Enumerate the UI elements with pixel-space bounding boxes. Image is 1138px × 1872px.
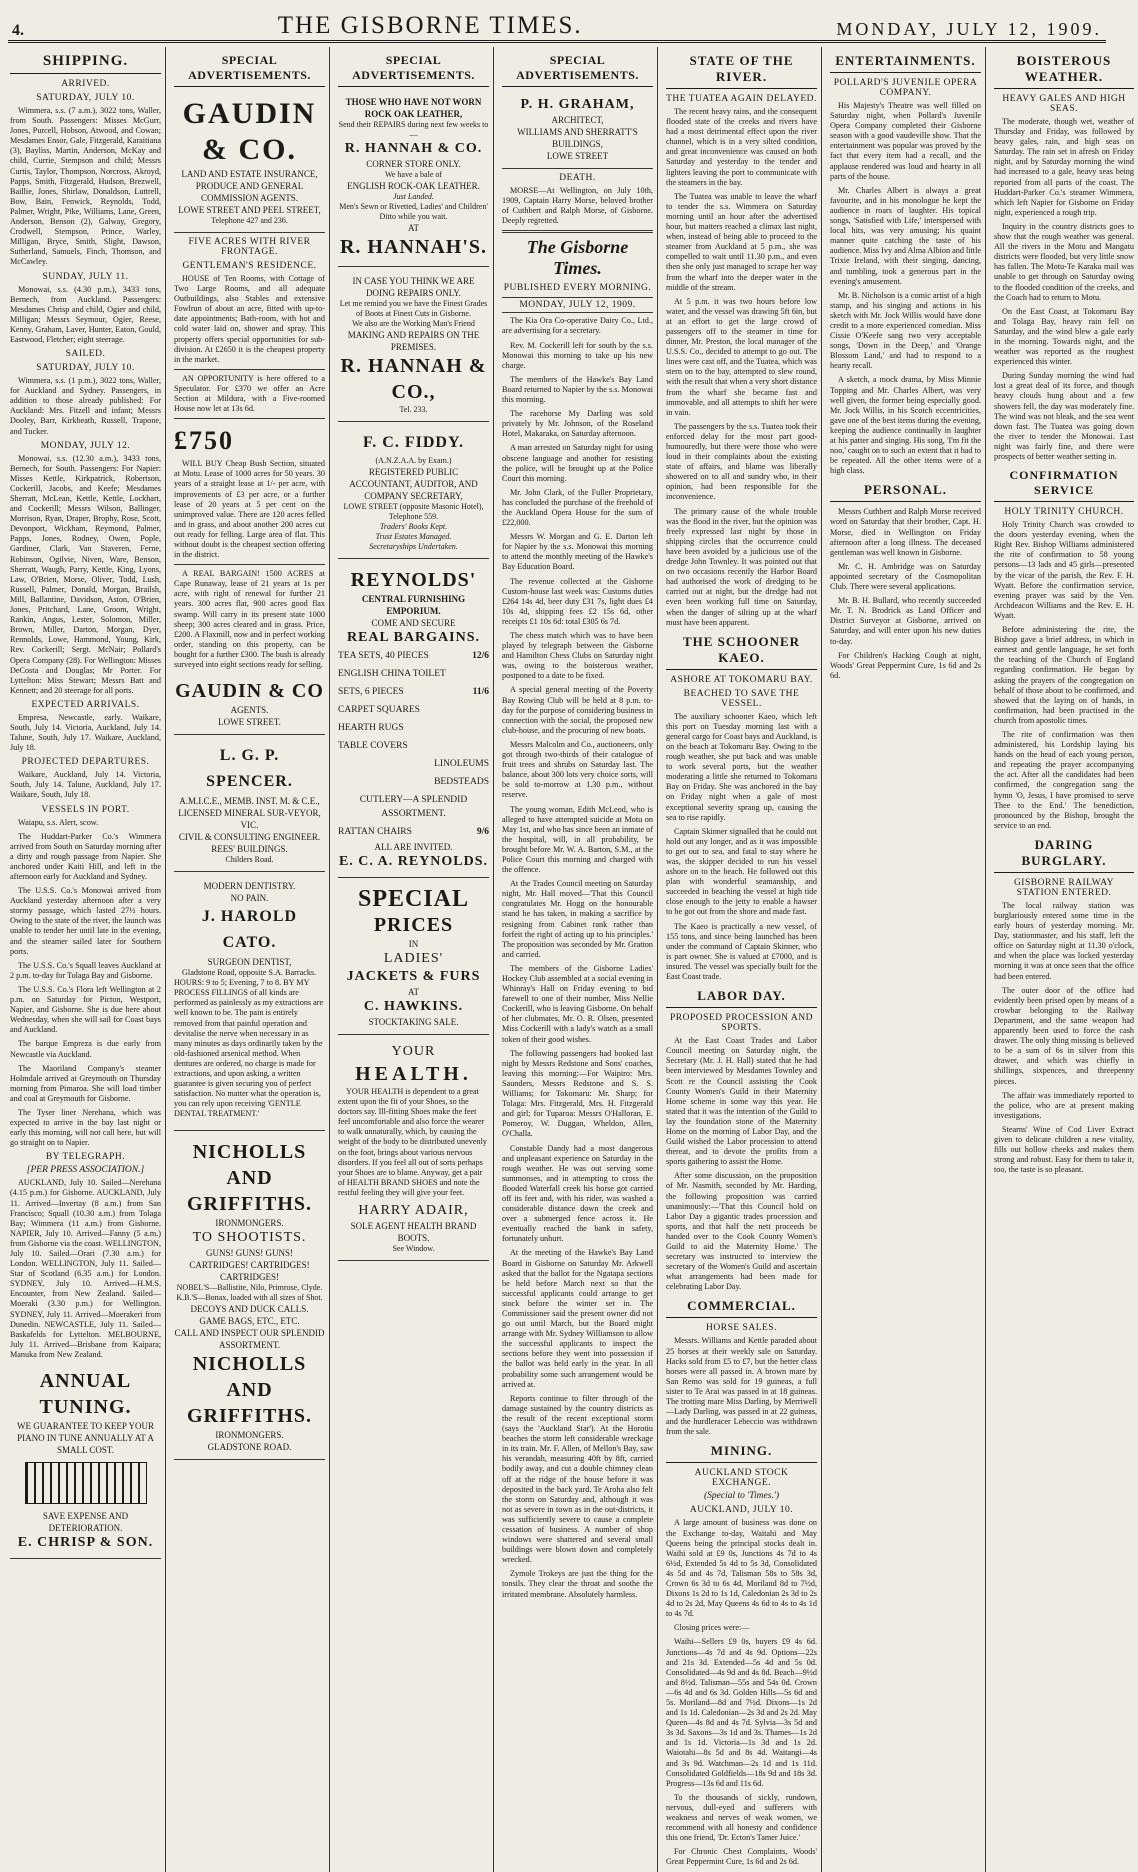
fiddy-anza: (A.N.Z.A.A. by Exam.) (375, 456, 452, 465)
annual-word: ANNUAL (39, 1370, 132, 1393)
column-hannah (336, 47, 494, 1872)
special-ads-heading: SPECIAL ADVERTISEMENTS. (502, 51, 653, 87)
station-subheading: GISBORNE RAILWAY STATION ENTERED. (1013, 877, 1115, 898)
gaudin-agents-title: GAUDIN & CO (175, 680, 324, 703)
news-paragraph: The members of the Gisborne Ladies' Hockey Club assembled at a social evening in Whinray's Hall on Friday evening to bid farewell to one of their number, Miss Nellie Cockerill, who is leaving Gisborne. On behalf of her clubmates, Mr. O. R. Olsen, presented Miss Cockerill with a lady's watch as a small token of their good wishes. (502, 963, 653, 1044)
hearth-row (338, 719, 489, 737)
price-750: £750 (174, 426, 234, 456)
beds-row (338, 773, 489, 791)
closing-prices-label: Closing prices were:— (674, 1623, 750, 1633)
nicholls-name-repeat: NICHOLLS AND GRIFFITHS. (186, 1352, 313, 1427)
spencer-ad (174, 739, 325, 872)
piano-tuning-ad (10, 1364, 161, 1559)
guns-label: GUNS! GUNS! GUNS! (205, 1247, 293, 1258)
nobel-text: NOBEL'S—Ballistite, Nilo, Primrose, Clyde. (176, 1282, 323, 1292)
vessels-paragraph: The U.S.S. Co.'s Flora left Wellington at 2 p.m. on Saturday for Picton, Westport, Napier, and Gisborne. She is due here about Wednesday, when she will sail for Coast bays and Auckland. (10, 984, 161, 1035)
cutlery-row (338, 791, 489, 823)
carpet-label: CARPET SQUARES (338, 705, 420, 715)
news-paragraph: The Kia Ora Co-operative Dairy Co., Ltd., are advertising for a secretary. (502, 316, 653, 336)
lowe-label: LOWE STREET (546, 151, 609, 161)
tuning-word: TUNING. (39, 1396, 132, 1419)
death-notice: MORSE—At Wellington, on July 10th, 1909, Captain Harry Morse, beloved brother of Cuthbert and Ralph Morse, of Gisborne. Deeply regretted. (502, 186, 653, 226)
personal-heading: PERSONAL. (830, 480, 981, 502)
tea-sets-label: TEA SETS, 40 PIECES (338, 651, 429, 661)
incase-heading: IN CASE YOU THINK WE ARE DOING REPAIRS ONLY. (352, 276, 475, 298)
ironmongers-label-repeat: IRONMONGERS. (215, 1429, 284, 1440)
page-number: 4. (12, 22, 24, 39)
gladstone-road-label: GLADSTONE ROAD. (207, 1441, 292, 1452)
river-paragraph: At 5 p.m. it was two hours before low water, and the vessel was drawing 5ft 6in, but at an effort to get the large crowd of passengers off to the steamer in time for dinner, Mr. Preston, the local manager of the U.S.S. Co., decided to attempt to go out. The lines were cast off, and the Tuatea, which was stern on to the bay, attempted to slew round, with the result that when a very short distance from the wharf she became fast and immovable, and all attempts to shift her were in vain. (666, 296, 817, 417)
river-heading: STATE OF THE RIVER. (666, 51, 817, 89)
cato-name: J. HAROLD CATO. (201, 908, 298, 952)
commercial-heading: COMMERCIAL. (666, 1296, 817, 1318)
special-word: SPECIAL (357, 886, 470, 912)
weather-paragraph: On the East Coast, at Tokomaru Bay and Tolaga Bay, heavy rain fell on Saturday, and the wind blew a gale early in the morning. Towards night, and the weather was reported as the roughest experienced this winter. (994, 306, 1134, 367)
column-gaudin (172, 47, 330, 1872)
sewn-text: Men's Sewn or Rivetted, Ladies' and Children' Ditto while you wait. (339, 202, 488, 221)
arrived-sunday-text: Monowai, s.s. (4.30 p.m.), 3433 tons, Bernech, from Auckland. Passengers: Mesdames Chrisp and child, Ogier and child, Milligan; Messrs Seymour, Ogier, Reese, Kenny, Graham, Laver, Hunter, Eaton, Gould, Eastwood, Fletcher; eight steerage. (10, 284, 161, 344)
schooner-paragraph: The Kaeo is practically a new vessel, of 155 tons, and since being launched has been under the command of Captain Skinner, who is part owner. She is valued at £7000, and is insured. The vessel was specially built for the East Coast trade. (666, 921, 817, 982)
projected-departures-heading: PROJECTED DEPARTURES. (21, 757, 150, 768)
just-landed: Just Landed. (393, 192, 434, 201)
fiddy-ad (338, 426, 489, 559)
inspect-label: CALL AND INSPECT OUR SPLENDID ASSORTMENT. (174, 1327, 325, 1350)
cartridges-label: CARTRIDGES! CARTRIDGES! CARTRIDGES! (189, 1259, 310, 1282)
burglary-heading: DARING BURGLARY. (994, 835, 1134, 873)
vessels-paragraph: The Maoriland Company's steamer Holmdale arrived at Greymouth on Thursday morning from Pimaroa. She will load timber and coal at Greymouth for Gisborne. (10, 1063, 161, 1103)
chrisp-name: E. CHRISP & SON. (17, 1535, 154, 1551)
news-paragraph: The following passengers had booked last night by Messrs Redstone and Sons' coaches, leaving this morning:—For Waipiro: Mrs. Saunders, Messrs Redstone and S. S. Williams; for Tokomaru: Mr. Sharp; for Tolaga: Mrs. Fitzgerald, Mrs. H. Fitzgerald and girl; for Tuparoa: Messrs O'Halloran, E. Pomeroy, W. Duggan, Wheldon, Allen, O'Challa. (502, 1048, 653, 1139)
dentistry-heading: MODERN DENTISTRY. (203, 881, 296, 892)
news-paragraph: Messrs W. Morgan and G. E. Darton left for Napier by the s.s. Monowai this morning to attend the monthly meeting of the Hawke's Bay Education Board. (502, 532, 653, 572)
sailed-saturday-text: Wimmera, s.s. (1 p.m.), 3022 tons, Waller, for Auckland and Sydney. Passengers, in addition to those already published: For Auckland: Mrs. Fitzell and infant; Messrs Dooley, Barr, Kirkbeath, Russell, Trapone, and Tucker. (10, 376, 161, 436)
at-word: AT (408, 987, 419, 997)
burglary-paragraph: The local railway station was burglariously entered some time in the early hours of yesterday morning. Mr. Day, stationmaster, and his staff, left the office on Saturday night at 11.30 o'clock, and when the place was locked yesterday morning it was at once seen that the office had been entered. (994, 900, 1134, 981)
books-kept: Traders' Books Kept. (379, 522, 448, 531)
see-window: See Window. (392, 1244, 435, 1254)
spencer-profession: CIVIL & CONSULTING ENGINEER. (178, 832, 321, 843)
nopain-label: NO PAIN. (230, 893, 269, 904)
gamebags-label: GAME BAGS, ETC., ETC. (199, 1315, 300, 1326)
news-paragraph: The members of the Hawke's Bay Land Board returned to Napier by the s.s. Monowai this morning. (502, 374, 653, 405)
newspaper-title: THE GISBORNE TIMES. (277, 12, 583, 39)
toilet-label: ENGLISH CHINA TOILET (338, 669, 446, 679)
divider (174, 564, 325, 565)
trinity-subheading: HOLY TRINITY CHURCH. (1004, 507, 1124, 518)
vessels-in-port-heading: VESSELS IN PORT. (41, 804, 130, 815)
entertainment-paragraph: Mr. Charles Albert is always a great favourite, and in his monologue he kept the audience in roars of laughter. His topical songs, 'Satisfied with Life,' interspersed with local hits, was very amusing; his quaint manner quite catching the taste of his audience. Miss Ivy and Alma Albion and little Trixie Ireland, with their singing, dancing, and tumbling, took a generous part in the evening's amusement. (830, 185, 981, 286)
at-label: AT (408, 223, 419, 233)
gaudin-address: LOWE STREET AND PEEL STREET, (178, 205, 321, 215)
gaudin-title: GAUDIN & CO. (182, 97, 317, 166)
gales-subheading: HEAVY GALES AND HIGH SEAS. (1002, 94, 1126, 114)
delayed-subheading: THE TUATEA AGAIN DELAYED. (666, 94, 817, 104)
english-leather: ENGLISH ROCK-OAK LEATHER. (347, 181, 480, 191)
bale-text: We have a bale of (384, 170, 443, 179)
death-heading: DEATH. (559, 173, 596, 183)
news-paragraph: Zymole Trokeys are just the thing for the tonsils. They clear the throat and soothe the irritated membrane. Absolutely harmless. (502, 1569, 653, 1599)
jackets-furs: JACKETS & FURS (346, 969, 481, 984)
stocktaking-label: STOCKTAKING SALE. (368, 1017, 459, 1027)
sailed-monday-date: MONDAY, JULY 12. (40, 440, 131, 451)
divider (502, 230, 653, 233)
beds-label: BEDSTEADS (434, 777, 489, 787)
rattan-price: 9/6 (476, 827, 489, 837)
ironmongers-label: IRONMONGERS. (215, 1217, 284, 1228)
piano-illustration (25, 1462, 147, 1504)
price-750-block (174, 423, 325, 459)
kbs-text: K.B.'S—Bonax, loaded with all sizes of Shot. (176, 1292, 323, 1302)
tuning-guarantee: WE GUARANTEE TO KEEP YOUR PIANO IN TUNE ANNUALLY AT A SMALL COST. (17, 1421, 154, 1456)
mining-heading: MINING. (666, 1441, 817, 1463)
masthead (8, 6, 1106, 43)
vessels-paragraph: The Huddart-Parker Co.'s Wimmera arrived from South on Saturday morning after a dirty and rough passage from Napier. She anchored under Kaiti Hill, and left in the afternoon early for Auckland and Sydney. (10, 831, 161, 881)
personal-paragraph: For Children's Hacking Cough at night, Woods' Great Peppermint Cure, 1s 6d and 2s 6d. (830, 650, 981, 680)
hannah-name: R. HANNAH & CO. (344, 141, 483, 156)
arrived-saturday-date: SATURDAY, JULY 10. (36, 93, 135, 103)
entertainments-heading: ENTERTAINMENTS. (830, 51, 981, 73)
news-paragraph: A special general meeting of the Poverty Bay Rowing Club will be held at 8 p.m. to-day for the purpose of considering business in connection with the social, the proposed new club-house, and the procuring of new boats. (502, 685, 653, 735)
vessels-paragraph: The barque Empreza is due early from Newcastle via Auckland. (10, 1039, 161, 1059)
adair-name: HARRY ADAIR, (358, 1203, 469, 1219)
river-paragraph: The passengers by the s.s. Tuatea took their enforced delay for the most part good-humouredly, but there were those who were loud in their complaints about the existing state of affairs, and blame was liberally showered on to all and sundry who, in their opinion, had been responsible for the inconvenience. (666, 421, 817, 502)
lowe-street-label: LOWE STREET. (218, 717, 281, 728)
adair-sub: SOLE AGENT HEALTH BRAND BOOTS. (350, 1221, 477, 1244)
news-paragraph: Reports continue to filter through of the damage sustained by the country districts as the result of the recent exceptional storm (says the 'Auckland Star'). At the Horotiu beaches the storm left considerable wreckage in its train. Mr. F. Allen, of Mellon's Bay, saw his verandah, measuring 40ft by 8ft, carried bodily away, and cut a double chimney clean off at the ridge of the house before it was deposited in the back yard. Te Aroha also felt the storm on Saturday and, although it was not as severe in town as in the out-districts, it was sufficiently severe to cause a complete cessation of business. A number of shop windows were shattered and several small buildings were blown down and completely wrecked. (502, 1393, 653, 1565)
arrived-heading: ARRIVED. (61, 79, 110, 89)
buildings-label: WILLIAMS AND SHERRATT'S BUILDINGS, (517, 127, 638, 149)
bargain-text: A REAL BARGAIN! 1500 ACRES at Cape Runaway, lease of 21 years at 1s per acre, with right of renewal for further 21 years. 300 acres flat, 900 acres good flax swamp. Will carry in its present state 1000 sheep; 300 acres cleared and in grass. Price, £200. A Flaxmill, now and in perfect working order, standing on this property, can be bought for a further £300. The bush is already surveyed into eight sections ready for selling. (174, 569, 325, 669)
spencer-road: Childers Road. (225, 855, 274, 865)
column-weather (992, 47, 1138, 1872)
health-ad (338, 1039, 489, 1261)
commercial-paragraph: Messrs. Williams and Kettle paraded about 25 horses at their weekly sale on Saturday. Hacks sold from £5 to £7, but the better class horses were all passed in. A brown mare by San Remo was sold for 19 guineas, a full sister to Te Arai was passed in at 18 guineas. The trotting mare Miss Darling, by Merriwell—Lady Darling, was passed in at 22 guineas, and the hurdleracer Lebeccio was withdrawn from the sale. (666, 1336, 817, 1437)
sailed-monday-text: Monowai, s.s. (12.30 a.m.), 3433 tons, Bernech, for South. Passengers: For Napier: Misses Kettle, Kirkpatrick, Robertson, Cockerill, Jacobs, and Keefe; Mesdames Sherratt, McLean, Kettle, Kettle, Lockhart, and Cockerill; Messrs Wilson, Ballinger, Morrison, Ryan, Draper, Brophy, Rose, Scott, Devonport, Wickham, Reymond, Palmer, Papps, Jones, Rodney, Owen, Pople, Gardiner, Clark, Van Staveren, Ferne, Robinson, Ogilvie, Niven, Ware, Benson, Sherratt, Waugh, Parry, Kettle, King, Lyons, Law, O'Brien, Morse, Oliver, Todd, Lush, Russell, Palmer, Donald, Morgan, Brailsh, Mill, Ballantine, Davidson, Aston, O'Brien, Jones, Pritchard, Lane, Groom, Wright, Rankin, Angus, Lester, Solomon, Miller, Brown, Miller, Darton, Morgan, Dyer, Rennolds, Lowe, Hammond, Young, Kirk, Rev. Cockerill; Sergt. McNair; Pollard's Opera Company (28). For Wellington: Misses DeCosta and Douglas; Mr Porter. For Lyttelton: Miss Stewart; Messrs Batt and Kennett; and 20 steerage for all ports. (10, 453, 161, 695)
schooner-heading: THE SCHOONER KAEO. (666, 632, 817, 670)
central-emporium: CENTRAL FURNISHING EMPORIUM. (361, 594, 466, 616)
making-text: MAKING AND REPAIRS ON THE PREMISES. (347, 330, 480, 352)
tea-sets-price: 12/6 (472, 651, 489, 661)
vessels-paragraph: The U.S.S. Co.'s Monowai arrived from Auckland yesterday afternoon after a very stormy passage, which lasted 27½ hours. Owing to the state of the river, the launch was unable to tender her until late in the evening, and the steamer sailed later for Southern ports. (10, 886, 161, 956)
editorial-date: MONDAY, JULY 12, 1909. (502, 297, 653, 313)
projected-departures-text: Waikare, Auckland, July 14. Victoria, South, July 14. Talune, Auckland, July 17. Waikare, South, July 18. (10, 770, 161, 800)
spencer-name: L. G. P. SPENCER. (206, 747, 293, 791)
burglary-paragraph: The outer door of the office had evidently been prised open by means of a crowbar belonging to the Railway Department, and the same weapon had apparently been used to force the cash drawer. The only thing missing is believed to be a sum of 6s in silver from this drawer, and which was chiefly in shillings, sixpences, and threepenny pieces. (994, 985, 1134, 1086)
opportunity-text: AN OPPORTUNITY is here offered to a Speculator. For £370 we offer an Acre Section at Mildura, with a Five-roomed House now let at 13s 6d. (174, 373, 325, 414)
weather-paragraph: The moderate, though wet, weather of Thursday and Friday, was followed by heavy gales, rain, and high seas on Saturday. The rain set in afresh on Friday night, and by Saturday morning the wind had increased to a gale, heavy seas being reported from all parts of the coast. The Huddart-Parker Co.'s steamer Wimmera, which left Napier for Gisborne on Friday night, experienced a rough trip. (994, 117, 1134, 217)
arrived-sunday-date: SUNDAY, JULY 11. (42, 271, 129, 282)
column-river (664, 47, 822, 1872)
worn-heading: THOSE WHO HAVE NOT WORN ROCK OAK LEATHER, (345, 97, 482, 119)
personal-paragraph: Mr. B. H. Bullard, who recently succeeded Mr. T. N. Brodrick as Land Officer and District Surveyor at Gisborne, arrived on Saturday, and will enter upon his new duties to-day. (830, 596, 981, 646)
decoys-label: DECOYS AND DUCK CALLS. (190, 1303, 309, 1314)
labor-heading: LABOR DAY. (666, 986, 817, 1008)
architect-label: ARCHITECT, (551, 115, 604, 125)
fiddy-services: REGISTERED PUBLIC ACCOUNTANT, AUDITOR, AND COMPANY SECRETARY, (349, 467, 478, 501)
beached-subheading: BEACHED TO SAVE THE VESSEL. (683, 688, 800, 709)
sets-row (338, 683, 489, 701)
confirmation-paragraph: Holy Trinity Church was crowded to the doors yesterday evening, when the Right Rev. Bishop Williams administered the rite of confirmation to 58 young persons—13 lads and 45 girls—presented by the vicar of the parish, the Rev. F. H. Wyatt. Before the confirmation service, evening prayer was said by the Ven. Archdeacon Williams and the Rev. E. H. Wyatt. (994, 520, 1134, 620)
hannah-leather-ad (338, 92, 489, 267)
hawkins-name: C. HAWKINS. (363, 999, 464, 1014)
dentistry-ad (174, 876, 325, 1130)
horse-sales-subheading: HORSE SALES. (706, 1323, 777, 1334)
gaudin-ad (174, 92, 325, 233)
times-masthead: The Gisborne Times. (526, 237, 629, 279)
hearth-label: HEARTH RUGS (338, 723, 404, 733)
news-paragraph: Mr. John Clark, of the Fuller Proprietary, has concluded the purchase of the freehold of the Auckland Opera House for the sum of £22,000. (502, 487, 653, 528)
news-paragraph: Constable Dandy had a most dangerous and unpleasant experience on Saturday in the rough weather. He was out serving some summonses, and in attempting to cross the flooded Waterfall creek his horse got carried off its feet and, with his rider, was washed a considerable distance down the creek and over a submerged fence across it. He eventually reached the bank in safety, fortunately unhurt. (502, 1143, 653, 1244)
news-paragraph: The young woman, Edith McLeod, who is alleged to have attempted suicide at Motu on May 1st, and who has since been an inmate of the hospital, will, in all probability, be brought before Mr. W. A. Barton, S.M., at the Police Court this morning and charged with the offence. (502, 804, 653, 875)
column-editorial (500, 47, 658, 1872)
nicholls-name: NICHOLLS AND GRIFFITHS. (186, 1140, 313, 1215)
rattan-label: RATTAN CHAIRS (338, 827, 412, 837)
reynolds-ad (338, 563, 489, 878)
hannahs-name: R. HANNAH'S. (339, 236, 487, 258)
arrived-saturday-text: Wimmera, s.s. (7 a.m.), 3022 tons, Waller, from South. Passengers: Misses McGurr, Jones, Purcell, Hobson, Atwood, and Cowan; Mesdames Ensor, Gale, Fitzgerald, Karaitiana (3), Bayliss, Martin, Anderson, McKay and child, Currie, Stempson and child; Messrs Curtis, Taylor, Thompson, Norcross, Akroyd, Papps, Smith, Fitzgerald, Hudson, Brezwell, Baillie, Jones, Shirlaw, Donaldson, Luttrell, Bow, Bain, Fenwick, Reynolds, Todd, Palmer, Wright, Pike, Williams, Lane, Green, Anderson, Benson (2), Galway, Gregory, Crodwell, Stempson, Prince, Warley, Milligan, Bryce, Smith, Slight, Dawson, Sutherland, Samuels, Finch, Thomson, and McCawley. (10, 106, 161, 267)
toilet-row (338, 665, 489, 683)
divider (174, 418, 325, 419)
confirmation-heading: CONFIRMATION SERVICE (994, 466, 1134, 502)
news-paragraph: Rev. M. Cockerill left for south by the s.s. Monowai this morning to take up his new charge. (502, 340, 653, 370)
hannah-repairs-ad (338, 271, 489, 422)
agents-label: AGENTS. (230, 705, 269, 716)
divider (174, 369, 325, 370)
river-paragraph: The Tuatea was unable to leave the wharf to tender the s.s. Wimmera on Saturday morning until an hour after the advertised hour, but matters reached a climax last night, when, instead of being able to proceed to the steamer from Auckland at 5 p.m., she was compelled to wait until 11.30 p.m., and even then she only just managed to scrape her way from the wharf into the deeper water in the middle of the stream. (666, 191, 817, 292)
news-paragraph: At the meeting of the Hawke's Bay Land Board in Gisborne on Saturday Mr. Arkwell asked that the ballot for the Ngatapa sections be held before March next so that the successful applicants could arrange to get stock before the winter set in. The Commissioner said the present owner did not go out until March, but the Board might arrange with Mr. Sydney Williamson to allow the successful applicants to inspect the sections before they went into possession if the ballot was held early in the year. In all probability some such arrangement would be arrived at. (502, 1248, 653, 1389)
prices-word: PRICES (373, 914, 454, 936)
cutlery-label: CUTLERY—A SPLENDID ASSORTMENT. (359, 795, 468, 819)
entertainment-paragraph: A sketch, a mock drama, by Miss Minnie Topping and Mr. Charles Albert, was very well given, the former being especially good. Mr. Jock Willis, in his Scotch eccentricities, gave one of the best items during the evening, keeping the audience continually in laughter at his patter and singing. His song, 'I'm fit the noo,' caught on to such an extent that it had to be repeated. All the other items were of a high class. (830, 375, 981, 476)
fiddy-address: LOWE STREET (opposite Masonic Hotel), Telephone 559. (343, 502, 484, 521)
tea-sets-row (338, 647, 489, 665)
save-expense: SAVE EXPENSE AND DETERIORATION. (42, 1511, 129, 1534)
hannah-tel: Tel. 233. (399, 405, 428, 414)
proposed-subheading: PROPOSED PROCESSION AND SPORTS. (670, 1013, 813, 1034)
news-paragraph: The chess match which was to have been played by telegraph between the Gisborne and Hamilton Chess Clubs on Saturday night was, owing to the boisterous weather, postponed to a date to be fixed. (502, 631, 653, 681)
issue-date: MONDAY, JULY 12, 1909. (836, 19, 1102, 39)
exchange-subheading: AUCKLAND STOCK EXCHANGE. (694, 1468, 789, 1489)
labor-paragraph: At the East Coast Trades and Labor Council meeting on Saturday night, the Secretary (Mr. J. H. Hall) stated that he had been interviewed by Mesdames Townley and Scott re the Council assisting the Cook County Women's Guild in their Maternity Home scheme in some way this year. He stated that it was the intention of the Guild to lay the foundation stone of the Maternity Home on the morning of Labor Day, and the Guild wished the Labor procession to attend thereat, and to devote the profits from a sports gathering to assist the Home. (666, 1036, 817, 1167)
sailed-saturday-date: SATURDAY, JULY 10. (36, 363, 135, 374)
telegraph-subheading: [PER PRESS ASSOCIATION.] (26, 1165, 145, 1176)
weather-paragraph: Inquiry in the country districts goes to show that the rough weather was general. All the rivers in the Motu and Mangatu districts were flooded, but very little snow has fallen. The Motu-Te Karaka mail was unable to get through on Saturday owing to the flooded condition of the creeks, and the Coach had to return to Motu. (994, 221, 1134, 302)
river-paragraph: The recent heavy rains, and the consequent flooded state of the creeks and rivers have had a most detrimental effect upon the river channel, which is in a very silted condition, and great inconvenience was caused on both Saturday and yesterday to the tender and lighters leaving the port to communicate with the steamers in the bay. (666, 107, 817, 187)
reynolds-name: REYNOLDS' (350, 569, 477, 591)
schooner-paragraph: The auxiliary schooner Kaeo, which left this port on Tuesday morning last with a general cargo for Coast bays and Auckland, is on the beach at Tokomaru Bay. Owing to the rough weather, she put back and was unable to work several ports, but the weather moderating a little she returned to Tokomaru Bay on Friday. She was anchored in the bay on Friday night when a gale of most exceptional severity sprang up, causing the sea to rise rapidly. (666, 711, 817, 822)
friend-text: We also are the Working Man's Friend (352, 319, 475, 328)
telegraph-text: AUCKLAND, July 10. Sailed—Nerehana (4.15 p.m.) for Gisborne. AUCKLAND, July 11. Arrived—Invertay (8 a.m.) from San Francisco; Squall (10.30 a.m.) from Tolaga Bay; Wimmera (11 a.m.) from Gisborne. NAPIER, July 10. Arrived—Fanny (5 a.m.) from Gisborne via the coast. WELLINGTON, July 10. Sailed—Orari (7.30 a.m.) for London. WELLINGTON, July 11. Sailed—Star of Scotland (6.35 a.m.) for London. SYDNEY, July 10. Arrived—H.M.S. Encounter, from New Zealand. Sailed—Moeraki (3.30 p.m.) for Wellington. SYDNEY, July 11. Arrived—Moerakeri from Dunedin. NEWCASTLE, July 11. Sailed—Baskafelds for Lyttelton. MELBOURNE, July 11. Arrived—Brisbane from Kaipara; Manuka from New Zealand. (10, 1178, 161, 1359)
weather-heading: BOISTEROUS WEATHER. (994, 51, 1134, 89)
entertainment-paragraph: Mr. B. Nicholson is a comic artist of a high stamp, and his singing and actions in his sketch with Mr. Jock Willis would have done credit to a more experienced comedian. Miss Cissie O'Keefe sang two very acceptable songs, 'Down in the Deep,' and 'Orange Blossom Land,' and had to respond to a hearty recall. (830, 290, 981, 371)
carpet-row (338, 701, 489, 719)
confirmation-paragraph: Before administering the rite, the Bishop gave a brief address, in which in earnest and gentle language, he set forth the teaching of the Church of England regarding confirmation. He began by asking the prayers of the congregation on behalf of those about to be confirmed, and showed that the laying on of hands, in confirmation, had been practised in the church from apostolic times. (994, 625, 1134, 725)
vessels-paragraph: The U.S.S. Co.'s Squall leaves Auckland at 2 p.m. to-day for Tolaga Bay and Gisborne. (10, 960, 161, 980)
ladies-word: LADIES' (383, 951, 444, 966)
river-paragraph: The primary cause of the whole trouble was the flood in the river, but the opinion was freely expressed last night by those in shipping circles that the occurrence could have been avoided by a judicious use of the dredge John Townley. It was pointed out that on two occasions recently the Harbor Board had authorised the work of dredging to be carried out at night, but the dredge had not even been working full time on Saturday, when the danger of silting up at the wharf must have been apparent. (666, 506, 817, 627)
shipping-heading: SHIPPING. (10, 51, 161, 74)
repairs-text: Send their REPAIRS during next few weeks to— (338, 120, 489, 139)
columns (8, 47, 1134, 1867)
personal-paragraph: Mr. C. H. Ambridge was on Saturday appointed secretary of the Cosmopolitan Club. There were several applications. (830, 561, 981, 592)
lino-label: LINOLEUMS (434, 759, 489, 769)
peppermint-ad: For Chronic Chest Complaints, Woods' Great Peppermint Cure, 1s 6d and 2s 6d. (666, 1847, 817, 1867)
bush-section-text: WILL BUY Cheap Bush Section, situated at Motu. Lease of 1000 acres for 50 years. 30 years of a straight lease at 1/- per acre, with improvements of £3 per acre, or a further lease of 20 years at 5 per cent on the unimproved value. There are 120 acres felled and in grass, and about another 200 acres cut out ready for felling. Large area of flat. This without doubt is the cheapest section offering in the district. (174, 459, 325, 560)
hawkins-ad (338, 882, 489, 1035)
invited-label: ALL ARE INVITED. (374, 842, 453, 852)
house-text: HOUSE of Ten Rooms, with Cottage of Two Large Rooms, and all adequate Outbuildings, also Stables and extensive Fowlrun of about an acre, fitted with up-to-date appointments; Bath-room, with hot and cold water laid on, shower and spray. This property offers special opportunities for sub-division. At £2650 it is the cheapest property in the market. (174, 274, 325, 364)
gaudin-agents-ad (174, 674, 325, 735)
special-ads-heading: SPECIAL ADVERTISEMENTS. (174, 51, 325, 87)
table-label: TABLE COVERS (338, 741, 408, 751)
vessels-paragraph: The Tyser liner Nerehana, which was expected to arrive in the bay last night or early this morning, will not call here, but will go straight on to Napier. (10, 1107, 161, 1148)
burglary-paragraph: The affair was immediately reported to the police, who are at present making investigations. (994, 1090, 1134, 1120)
sets-label: SETS, 6 PIECES (338, 687, 404, 697)
remind-text: Let me remind you we have the Finest Grades of Boots at Finest Cuts in Gisborne. (339, 299, 488, 318)
rattan-row (338, 823, 489, 841)
fiddy-name: F. C. FIDDY. (362, 434, 465, 451)
vessels-in-port-text: Waiapu, s.s. Alert, scow. (18, 817, 99, 827)
shootists-label: TO SHOOTISTS. (192, 1229, 307, 1245)
closing-prices: Waihi—Sellers £9 0s, buyers £9 4s 6d. Junctions—4s 7d and 4s 9d. Options—22s and 21s 3d. Extended—5s 4d and 5s 0d. Consolidated—4s 9d and 4s 8d. Beach—9½d and 8½d. Talisman—55s and 54s 0d. Crown—6s 4d and 6s 3d. Golden Hills—5s 6d and 5s. Moriland—8d and 7½d. Dixons—1s 2d and 1s 1d. Caledonian—2s 3d and 2s 2d. May Queen—4s 8d and 4s 7d. Sylvia—3s 5d and 3s 3d. Saxons—3s 1d and 3s. Thames—1s 2d and 1s 1d. Victoria—1s 3d and 1s 2d. Waiotahi—8s 5d and 8s 4d. Waitangi—4s and 3s 9d. Watchman—2s 1d and 1s 11d. Consolidated Goldfields—18s 9d and 18s 3d. Progress—13s 6d and 11s 6d. (666, 1637, 817, 1788)
column-entertainments (828, 47, 986, 1872)
confirmation-paragraph: The rite of confirmation was then administered, his Lordship laying his hands on the head of each young person, and repeating the prayer accompanying the act. After all the candidates had been confirmed, the congregation sang the hymn 'O, Jesus, I have promised to serve Thee to the End.' The benediction, pronounced by the Bishop, brought the service to an end. (994, 729, 1134, 830)
corner-store: CORNER STORE ONLY. (366, 159, 461, 169)
hannah-co-name: R. HANNAH & CO., (340, 355, 487, 403)
expected-arrivals-heading: EXPECTED ARRIVALS. (31, 699, 140, 710)
come-secure: COME AND SECURE (371, 618, 456, 628)
health-text: YOUR HEALTH is dependent to a great extent upon the fit of your Shoes, so the doctors say. Ill-fitting Shoes make the feet feel uncomfortable and also force the wearer to walk unnaturally, which, by causing the weight of the body to be distributed unevenly on the foot, brings about various nervous disorders. If you feel all out of sorts perhaps your Shoes are to blame. Anyway, get a pair of HEALTH BRAND SHOES and note the restful feeling they will give your feet. (338, 1087, 487, 1197)
trust-estates: Trust Estates Managed. (375, 532, 452, 541)
labor-paragraph: After some discussion, on the proposition of Mr. Nasmith, seconded by Mr. Harding, the following proposition was carried unanimously:—'That this Council hold on Labor Day a gigantic trades procession and sports, and that half the nett proceeds be handed over to the Cook County Women's Guild to aid the Maternity Home.' The secretary was instructed to interview the secretary of the Women's Guild and ascertain what arrangements had been made for celebrating Labor Day. (666, 1171, 817, 1292)
schooner-paragraph: Captain Skinner signalled that he could not hold out any longer, and as it was impossible to get out to sea, and fatal to stay where he was, the skipper decided to run his vessel ashore on to the beach. He followed out this plan with wonderful seamanship, and succeeded in beaching the vessel at high tide close enough to the jetty to enable a hawser to be got out from the shore and made fast. (666, 826, 817, 917)
cod-liver-ad: Stearns' Wine of Cod Liver Extract given to delicate children a new vitality, fills out hollow cheeks and makes them strong and robust. Easy for them to take it, too, the taste is so pleasant. (994, 1124, 1134, 1175)
cato-text: Gladstone Road, opposite S.A. Barracks. HOURS: 9 to 5; Evening, 7 to 8. BY MY PROCESS FILLINGS of all kinds are performed as painlessly as my extractions are well known to be. The pain is entirely removed from that painful operation and devitalise the nerve when necessary in as many minutes as days ordinarily taken by the old-fashioned arsenical method. When dentures are ordered, no charge is made for extractions, and upon asking, a written guarantee is given securing you of perfect satisfaction. No matter what the operation is, you can rely upon receiving 'GENTLE DENTAL TREATMENT.' (174, 968, 324, 1119)
telegraph-heading: BY TELEGRAPH. (45, 1152, 126, 1163)
graham-name: P. H. GRAHAM, (520, 97, 635, 112)
news-paragraph: Messrs Malcolm and Co., auctioneers, only got through two-thirds of their catalogue of fruit trees and shrubs on Saturday last. The balance, about 300 lots very choice sorts, will be sold to-morrow at 1.30 p.m., without reserve. (502, 739, 653, 800)
gaudin-telephone: Telephone 427 and 236. (211, 216, 288, 225)
personal-paragraph: Messrs Cuthbert and Ralph Morse received word on Saturday that their brother, Capt. H. Morse, died in Wellington on Friday afternoon after a long illness. The deceased gentleman was well known in Gisborne. (830, 507, 981, 557)
table-row (338, 737, 489, 755)
ashore-subheading: ASHORE AT TOKOMARU BAY. (670, 674, 813, 685)
ec-reynolds: E. C. A. REYNOLDS. (338, 854, 489, 869)
news-paragraph: The revenue collected at the Gisborne Custom-house last week was: Customs duties £264 14s 4d, beer duty £31 7s, light dues £4 10s 4d, shipping fees £2 15s 6d, other receipts £1 10s 6d: total £305 6s 7d. (502, 576, 653, 626)
pollard-subheading: POLLARD'S JUVENILE OPERA COMPANY. (833, 78, 978, 98)
real-bargains: REAL BARGAINS. (346, 630, 481, 645)
weather-paragraph: During Sunday morning the wind had lost a great deal of its force, and though heavy clouds hung about and a few showers fell, the day was moderately fine. The wind was not bleak, and the sea went down fast. The Tuatea was going down the river to tender the Monowai. Last night was fairly fine, and there were prospects of better weather setting in. (994, 371, 1134, 461)
special-ads-heading: SPECIAL ADVERTISEMENTS. (338, 51, 489, 87)
five-acres-heading: FIVE ACRES WITH RIVER FRONTAGE. (188, 237, 311, 257)
sets-price: 11/6 (472, 687, 489, 697)
nicholls-ad (174, 1135, 325, 1460)
news-paragraph: The racehorse My Darling was sold privately by Mr. Johnson, of the Roseland Hotel, Makaraka, on Saturday afternoon. (502, 409, 653, 439)
entertainment-paragraph: His Majesty's Theatre was well filled on Saturday night, when Pollard's Juvenile Opera Company completed their Gisborne season with a good vaudeville show. That the entertainment was popular was proved by the fact that every item had a recall, and the applause rendered was loud and hearty in all parts of the house. (830, 101, 981, 181)
mining-paragraph: A large amount of business was done on the Exchange to-day, Waitahi and May Queens being the principal stocks dealt in. Waihi sold at £9 0s, Junctions 4s 7d to 4s 6½d, Extended 5s 4d to 5s 3d, Consolidated 4s 5d and 4s 7d, Talisman 58s to 58s 3d, Crown 6s 3d to 6s 4d, Moriland 8d to 7½d, Dixons 1s 2d to 1s 1d, Caledonian 2s 3d to 2s 4d to 2s 2d, May Queens 4s 6d to 4s to 4s 1d to 4s 7d. (666, 1518, 817, 1619)
news-paragraph: A man arrested on Saturday night for using obscene language and another for resisting the police, will be brought up at the Police Court this morning. (502, 443, 653, 483)
lino-row (338, 755, 489, 773)
expected-arrivals-text: Empresa, Newcastle, early. Waikare, South, July 14. Victoria, Auckland, July 14. Talune, South, July 17. Waikare, Auckland, July 18. (10, 712, 161, 753)
in-word: IN (408, 939, 419, 949)
your-word: YOUR (391, 1044, 436, 1059)
health-word: HEALTH. (355, 1063, 472, 1085)
surgeon-label: SURGEON DENTIST, (207, 957, 292, 968)
gentleman-heading: GENTLEMAN'S RESIDENCE. (182, 261, 317, 271)
tonic-ad: To the thousands of sickly, rundown, nervous, dull-eyed and sufferers with weakness and nerves of weak women, we recommend with all honesty and confidence this one friend, 'Dr. Ecton's Tamer Juice.' (666, 1792, 817, 1843)
news-paragraph: At the Trades Council meeting on Saturday night, Mr. Hall moved—'That this Council congratulates Mr. Hogg on the honourable stand he has taken, in making a sacrifice by resigning from Cabinet rank rather than forfeit the right of acting up to his principles.' The proposition was seconded by Mr. Gratton and carried. (502, 879, 653, 959)
graham-ad (502, 92, 653, 169)
gaudin-services: LAND AND ESTATE INSURANCE, PRODUCE AND GENERAL COMMISSION AGENTS. (181, 169, 318, 203)
special-times: (Special to 'Times.') (703, 1491, 780, 1502)
published-label: PUBLISHED EVERY MORNING. (503, 283, 652, 294)
spencer-qualifications: A.M.I.C.E., MEMB. INST. M. & C.E., LICENSED MINERAL SUR-VEYOR, VIC. (178, 796, 321, 831)
mining-date: AUCKLAND, JULY 10. (689, 1505, 794, 1516)
spencer-building: REES' BUILDINGS. (211, 844, 288, 855)
column-shipping (8, 47, 166, 1872)
sailed-heading: SAILED. (65, 349, 106, 360)
secretaryships: Secretaryships Undertaken. (369, 542, 458, 551)
